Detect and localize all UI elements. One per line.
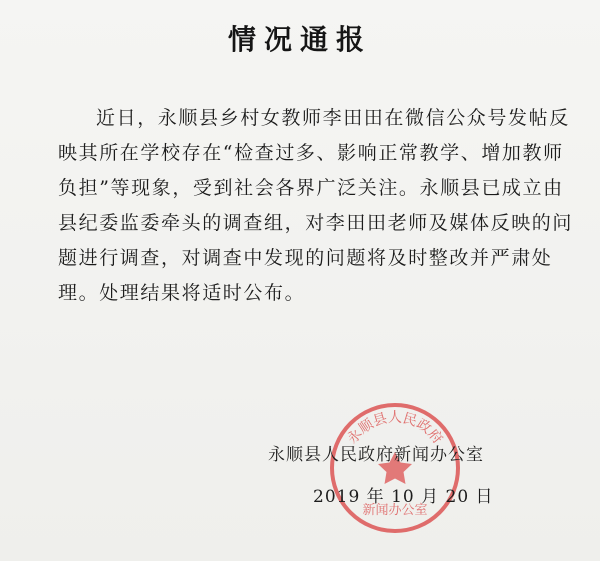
signature-date: 2019 年 10 月 20 日 — [313, 487, 494, 507]
signature-organization: 永顺县人民政府新闻办公室 — [268, 445, 484, 465]
body-paragraph: 近日，永顺县乡村女教师李田田在微信公众号发帖反映其所在学校存在“检查过多、影响正常教学、增加教师负担”等现象，受到社会各界广泛关注。永顺县已成立由县纪委监委牵头的调查组，对李田田老师及媒体反映的问题进行调查，对调查中发现的问题将及时整改并严肃处理。处理结果将适时公布。 — [58, 107, 574, 304]
official-seal — [325, 398, 465, 538]
seal-bottom-text: 新闻办公室 — [362, 503, 428, 518]
document-body — [58, 101, 574, 311]
seal-arc-text: 永顺县人民政府 — [344, 410, 446, 448]
document-title: 情况通报 — [227, 23, 372, 56]
